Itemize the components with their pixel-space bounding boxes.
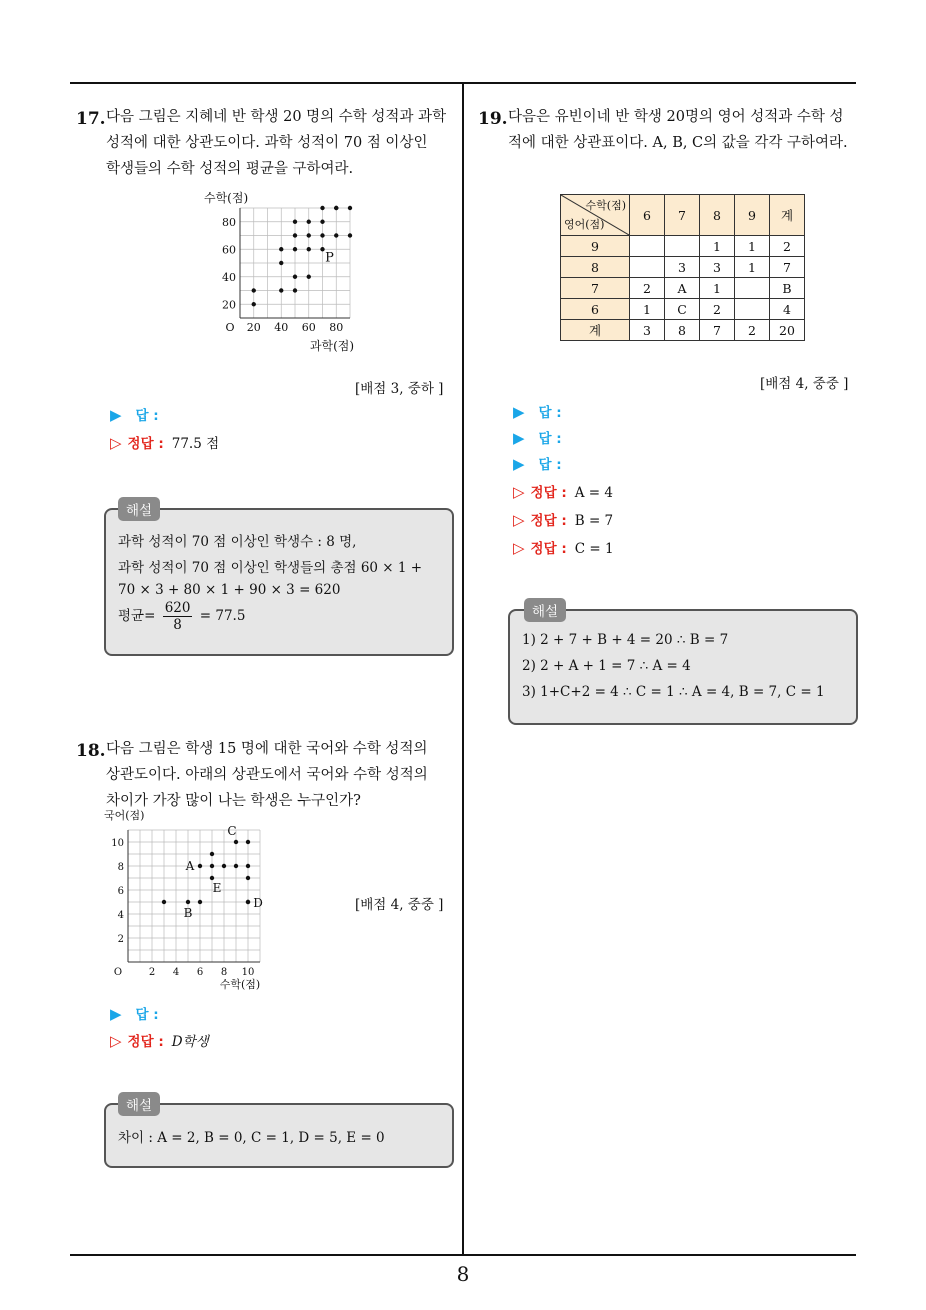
data-point (210, 864, 214, 868)
data-point (307, 220, 311, 224)
explanation-tag: 해설 (118, 497, 160, 521)
data-point (246, 864, 250, 868)
data-point (198, 864, 202, 868)
question-18-line: 상관도이다. 아래의 상관도에서 국어와 수학 성적의 (106, 767, 428, 783)
correct-answer-value: C = 1 (574, 541, 614, 557)
y-tick-label: 8 (117, 862, 124, 873)
play-triangle-icon: ▶ (110, 406, 122, 424)
data-point (334, 233, 338, 237)
answer-label: 답 : (538, 405, 562, 421)
data-point (252, 302, 256, 306)
question-18-text (106, 736, 456, 814)
column-header: 8 (700, 195, 735, 236)
x-axis-label: 수학(점) (219, 978, 261, 991)
column-header: 9 (735, 195, 770, 236)
x-tick-label: 8 (220, 967, 228, 978)
table-cell: 2 (770, 236, 805, 257)
table-cell: A (665, 278, 700, 299)
correct-answer-value: 77.5 점 (171, 436, 220, 452)
outline-triangle-icon: ▷ (513, 483, 525, 501)
correct-answer-label: 정답 : (530, 485, 567, 501)
play-triangle-icon: ▶ (513, 403, 525, 421)
correct-answer-value: B = 7 (574, 513, 614, 529)
data-point (210, 876, 214, 880)
table-cell: 2 (735, 320, 770, 341)
table-cell: 1 (735, 236, 770, 257)
data-point (320, 247, 324, 251)
table-row (561, 278, 805, 299)
y-tick-label: 2 (117, 934, 124, 945)
fraction-numerator: 620 (164, 600, 191, 616)
point-label: C (227, 824, 237, 838)
correct-answer-label: 정답 : (530, 541, 567, 557)
data-point (348, 233, 352, 237)
play-triangle-icon: ▶ (513, 429, 525, 447)
table-cell: B (770, 278, 805, 299)
table-cell: 1 (700, 236, 735, 257)
table-cell: 1 (700, 278, 735, 299)
explanation-line: 3) 1+C+2 = 4 ∴ C = 1 ∴ A = 4, B = 7, C = 1 (522, 684, 825, 700)
row-header: 6 (561, 299, 630, 320)
data-point (222, 864, 226, 868)
point-label: D (253, 896, 263, 910)
table-cell (665, 236, 700, 257)
explanation-line: 1) 2 + 7 + B + 4 = 20 ∴ B = 7 (522, 632, 729, 648)
data-point (279, 288, 283, 292)
question-17-line: 학생들의 수학 성적의 평균을 구하여라. (106, 161, 354, 177)
x-tick-label: 60 (301, 321, 316, 334)
question-19-line: 다음은 유빈이네 반 학생 20명의 영어 성적과 수학 성 (508, 109, 844, 125)
explanation-line: 과학 성적이 70 점 이상인 학생수 : 8 명, (118, 534, 357, 550)
correct-answer-value: A = 4 (574, 485, 613, 501)
data-point (210, 852, 214, 856)
column-header: 7 (665, 195, 700, 236)
table-cell: 2 (630, 278, 665, 299)
table-cell: 1 (735, 257, 770, 278)
table-row (561, 257, 805, 278)
y-tick-label: 40 (222, 270, 236, 284)
table-total-row (561, 320, 805, 341)
diag-bottom-label: 영어(점) (564, 218, 605, 231)
data-point (320, 233, 324, 237)
question-17-line: 성적에 대한 상관도이다. 과학 성적이 70 점 이상인 (106, 135, 428, 151)
question-19-correct-row (513, 481, 613, 501)
question-18-score: [배점 4, 중중 ] (355, 897, 444, 913)
row-header: 8 (561, 257, 630, 278)
correct-answer-value: D학생 (171, 1034, 209, 1050)
y-tick-label: 60 (222, 243, 236, 257)
question-19-correct-row (513, 509, 613, 529)
data-point (307, 247, 311, 251)
explanation-line: 2) 2 + A + 1 = 7 ∴ A = 4 (522, 658, 691, 674)
x-axis-label: 과학(점) (309, 339, 355, 353)
question-17-number: 17. (76, 109, 106, 129)
question-17-correct-row (110, 432, 219, 452)
y-axis-label: 수학(점) (204, 191, 249, 205)
table-corner-cell (561, 195, 630, 236)
y-tick-label: 6 (117, 886, 124, 897)
question-18-correct-row (110, 1030, 209, 1050)
table-cell: 1 (630, 299, 665, 320)
table-cell: 7 (700, 320, 735, 341)
x-tick-label: 6 (196, 967, 204, 978)
scatter-chart-korean-math (100, 806, 280, 996)
correct-answer-label: 정답 : (530, 513, 567, 529)
table-cell (735, 299, 770, 320)
data-point (279, 261, 283, 265)
question-19-answer-row (513, 427, 562, 447)
table-cell (630, 236, 665, 257)
answer-label: 답 : (538, 457, 562, 473)
data-point (293, 233, 297, 237)
origin-label: O (113, 967, 123, 978)
table-cell: 20 (770, 320, 805, 341)
question-19-score: [배점 4, 중중 ] (760, 376, 849, 392)
x-tick-label: 10 (241, 967, 255, 978)
correct-answer-label: 정답 : (127, 1034, 164, 1050)
outline-triangle-icon: ▷ (110, 1032, 122, 1050)
data-point (246, 840, 250, 844)
x-tick-label: 2 (148, 967, 156, 978)
question-19-text (508, 104, 858, 156)
x-tick-label: 80 (329, 321, 344, 334)
diag-top-label: 수학(점) (585, 199, 626, 212)
data-point (293, 247, 297, 251)
question-19-correct-row (513, 537, 614, 557)
question-17-line: 다음 그림은 지혜네 반 학생 20 명의 수학 성적과 과학 (106, 109, 447, 125)
table-cell (735, 278, 770, 299)
point-label: A (185, 859, 195, 873)
table-cell: C (665, 299, 700, 320)
data-point (348, 206, 352, 210)
question-17-answer-row (110, 404, 159, 424)
data-point (246, 900, 250, 904)
table-row (561, 299, 805, 320)
row-header: 계 (561, 320, 630, 341)
explanation-tag: 해설 (118, 1092, 160, 1116)
column-divider (462, 83, 464, 1256)
origin-label: O (225, 321, 235, 334)
outline-triangle-icon: ▷ (513, 539, 525, 557)
data-point (334, 206, 338, 210)
data-point (307, 233, 311, 237)
fraction-denominator: 8 (173, 617, 182, 633)
question-17-score: [배점 3, 중하 ] (355, 381, 444, 397)
y-tick-label: 80 (222, 215, 236, 229)
column-header: 계 (770, 195, 805, 236)
data-point (252, 288, 256, 292)
table-cell: 8 (665, 320, 700, 341)
table-cell: 4 (770, 299, 805, 320)
data-point (234, 864, 238, 868)
bottom-rule (70, 1254, 856, 1256)
data-point (320, 220, 324, 224)
scatter-chart-math-science (200, 188, 370, 358)
explanation-tag: 해설 (524, 598, 566, 622)
point-label: P (325, 250, 334, 266)
answer-label: 답 : (538, 431, 562, 447)
question-18-line: 다음 그림은 학생 15 명에 대한 국어와 수학 성적의 (106, 741, 428, 757)
table-cell: 7 (770, 257, 805, 278)
table-cell: 3 (700, 257, 735, 278)
data-point (234, 840, 238, 844)
question-17-text (106, 104, 456, 182)
table-cell: 2 (700, 299, 735, 320)
play-triangle-icon: ▶ (513, 455, 525, 473)
play-triangle-icon: ▶ (110, 1005, 122, 1023)
question-19-number: 19. (478, 109, 508, 129)
table-cell (630, 257, 665, 278)
fraction (163, 600, 193, 633)
data-point (307, 275, 311, 279)
data-point (293, 220, 297, 224)
table-cell: 3 (665, 257, 700, 278)
explanation-line: 70 × 3 + 80 × 1 + 90 × 3 = 620 (118, 582, 341, 598)
row-header: 7 (561, 278, 630, 299)
answer-label: 답 : (135, 1007, 159, 1023)
correlation-table (560, 194, 805, 341)
row-header: 9 (561, 236, 630, 257)
data-point (320, 206, 324, 210)
data-point (186, 900, 190, 904)
question-18-line: 차이가 가장 많이 나는 학생은 누구인가? (106, 793, 361, 809)
explanation-line: 과학 성적이 70 점 이상인 학생들의 총점 60 × 1 + (118, 560, 423, 576)
data-point (293, 288, 297, 292)
explanation-average-line (118, 600, 245, 633)
explanation-line: 차이 : A = 2, B = 0, C = 1, D = 5, E = 0 (118, 1130, 385, 1146)
question-19-answer-row (513, 453, 562, 473)
data-point (293, 275, 297, 279)
data-point (279, 247, 283, 251)
table-header-row (561, 195, 805, 236)
point-label: B (183, 906, 193, 920)
average-result: = 77.5 (199, 608, 246, 624)
question-18-number: 18. (76, 741, 106, 761)
point-label: E (212, 881, 222, 895)
outline-triangle-icon: ▷ (513, 511, 525, 529)
outline-triangle-icon: ▷ (110, 434, 122, 452)
x-tick-label: 4 (172, 967, 180, 978)
question-18-answer-row (110, 1003, 159, 1023)
y-tick-label: 10 (111, 838, 124, 849)
table-row (561, 236, 805, 257)
x-tick-label: 20 (246, 321, 261, 334)
data-point (198, 900, 202, 904)
correct-answer-label: 정답 : (127, 436, 164, 452)
data-point (162, 900, 166, 904)
x-tick-label: 40 (274, 321, 289, 334)
question-19-line: 적에 대한 상관표이다. A, B, C의 값을 각각 구하여라. (508, 135, 848, 151)
average-prefix: 평균= (118, 608, 156, 624)
data-point (246, 876, 250, 880)
question-19-answer-row (513, 401, 562, 421)
column-header: 6 (630, 195, 665, 236)
y-tick-label: 4 (117, 910, 124, 921)
page-number: 8 (456, 1262, 470, 1286)
y-axis-label: 국어(점) (104, 809, 145, 822)
table-cell: 3 (630, 320, 665, 341)
y-tick-label: 20 (222, 298, 236, 312)
answer-label: 답 : (135, 408, 159, 424)
